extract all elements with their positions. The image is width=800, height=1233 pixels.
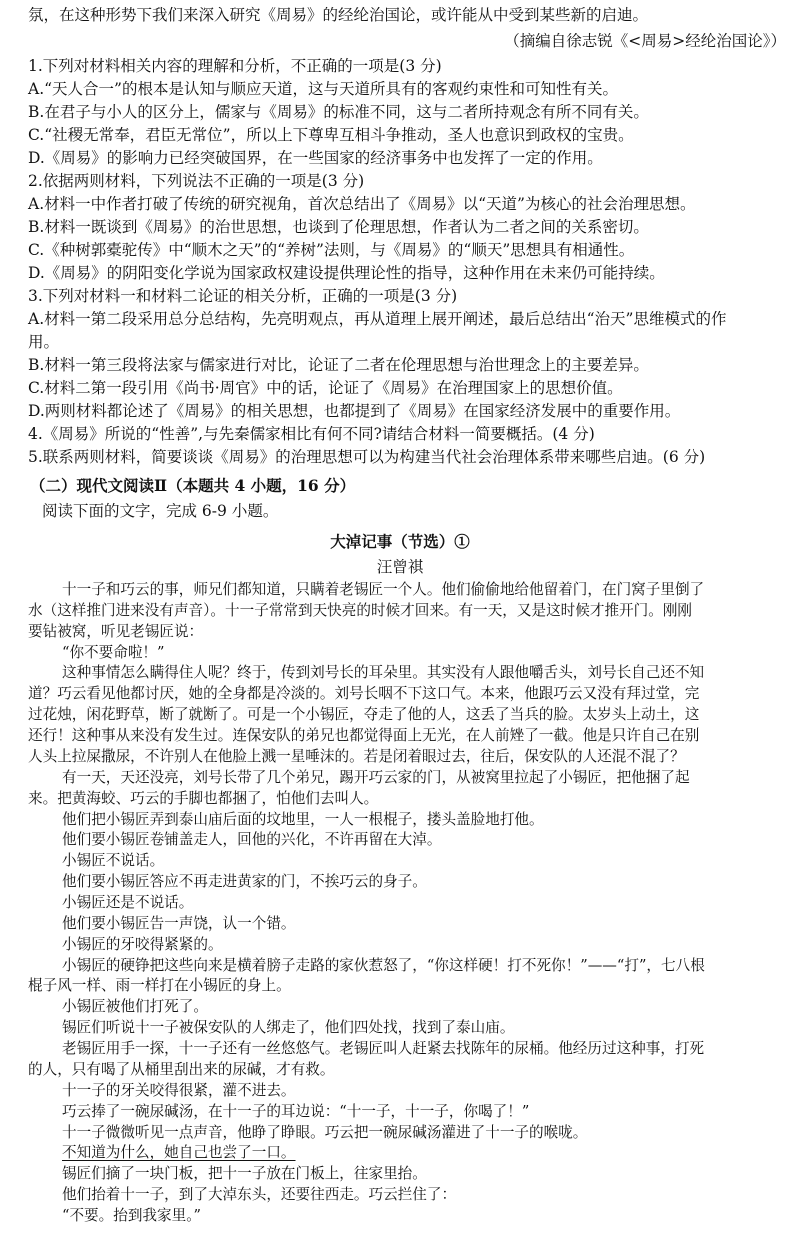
question-line: A.“天人合一”的根本是认知与顺应天道，这与天道所具有的客观约束性和可知性有关。 (28, 80, 618, 98)
story-author: 汪曾祺 (376, 558, 424, 576)
story-line: 老锡匠用手一探，十一子还有一丝悠悠气。老锡匠叫人赶紧去找陈年的尿桶。他经历过这种事，打死 (62, 1040, 705, 1057)
story-line: 过花烛，闲花野草，断了就断了。可是一个小锡匠，夺走了他的人，这丢了当兵的脸。太岁头上动土，这 (28, 706, 700, 723)
story-line: 道？巧云看见他都讨厌，她的全身都是冷淡的。刘号长咽不下这口气。本来，他跟巧云又没有拜过堂，完 (28, 685, 700, 702)
story-line: 要钻被窝，听见老锡匠说： (28, 623, 204, 640)
question-line: D.《周易》的影响力已经突破国界，在一些国家的经济事务中也发挥了一定的作用。 (28, 149, 603, 167)
section-instruction: 阅读下面的文字，完成 6-9 小题。 (42, 502, 279, 520)
story-line-underlined: 不知道为什么，她自己也尝了一口。 (62, 1144, 296, 1161)
question-line: A.材料一中作者打破了传统的研究视角，首次总结出了《周易》以“天道”为核心的社会治理思想。 (28, 195, 696, 213)
story-line: 他们要小锡匠卷铺盖走人，回他的兴化，不许再留在大淖。 (62, 831, 442, 848)
question-line: B.在君子与小人的区分上，儒家与《周易》的标准不同，这与二者所持观念有所不同有关。 (28, 103, 649, 121)
question-line: 2.依据两则材料，下列说法不正确的一项是(3 分) (28, 172, 365, 190)
story-line: 这种事情怎么瞒得住人呢？终于，传到刘号长的耳朵里。其实没有人跟他嚼舌头，刘号长自己还不知 (62, 664, 705, 681)
question-line: 5.联系两则材料，简要谈谈《周易》的治理思想可以为构建当代社会治理体系带来哪些启迪。(6 分) (28, 448, 706, 466)
story-line: 水（这样推门进来没有声音）。十一子常常到天快亮的时候才回来。有一天，又是这时候才推开门。刚刚 (28, 602, 693, 619)
question-line: D.《周易》的阴阳变化学说为国家政权建设提供理论性的指导，这种作用在未来仍可能持续。 (28, 264, 665, 282)
story-line: 来。把黄海蛟、巧云的手脚也都捆了，怕他们去叫人。 (28, 790, 379, 807)
section-heading: （二）现代文阅读Ⅱ（本题共 4 小题，16 分） (30, 476, 356, 495)
story-line: 还行！这种事从来没有发生过。连保安队的弟兄也都觉得面上无光，在人前矬了一截。他是只许自己在别 (28, 727, 700, 744)
story-line: 锡匠们听说十一子被保安队的人绑走了，他们四处找，找到了泰山庙。 (62, 1019, 515, 1036)
question-line: 1.下列对材料相关内容的理解和分析，不正确的一项是(3 分) (28, 57, 442, 75)
story-line: “你不要命啦！” (62, 644, 165, 661)
story-line: 小锡匠不说话。 (62, 852, 165, 869)
story-line: 他们抬着十一子，到了大淖东头，还要往西走。巧云拦住了： (62, 1186, 457, 1203)
story-line: 的人，只有喝了从桶里刮出来的尿碱，才有救。 (28, 1061, 335, 1078)
story-line: 小锡匠还是不说话。 (62, 894, 194, 911)
material-citation: （摘编自徐志锐《<周易>经纶治国论》） (504, 32, 786, 50)
question-line: A.材料一第二段采用总分总结构，先亮明观点，再从道理上展开阐述，最后总结出“治天”思维模式的作 (28, 310, 727, 328)
question-line: 用。 (28, 333, 60, 351)
question-line: D.两则材料都论述了《周易》的相关思想，也都提到了《周易》在国家经济发展中的重要作用。 (28, 402, 681, 420)
story-line: 锡匠们摘了一块门板，把十一子放在门板上，往家里抬。 (62, 1165, 427, 1182)
story-line: 小锡匠的硬铮把这些向来是横着膀子走路的家伙惹怒了，“你这样硬！打不死你！”——“打”，七八根 (62, 957, 705, 974)
story-line: 小锡匠被他们打死了。 (62, 998, 208, 1015)
question-line: 3.下列对材料一和材料二论证的相关分析，正确的一项是(3 分) (28, 287, 458, 305)
story-line: 巧云捧了一碗尿碱汤，在十一子的耳边说：“十一子，十一子，你喝了！” (62, 1103, 530, 1120)
story-line: 有一天，天还没亮，刘号长带了几个弟兄，踢开巧云家的门，从被窝里拉起了小锡匠，把他捆了起 (62, 769, 690, 786)
question-line: C.《种树郭橐驼传》中“顺木之天”的“养树”法则，与《周易》的“顺天”思想具有相通性。 (28, 241, 635, 259)
story-line: 人头上拉屎撒尿，不许别人在他脸上溅一星唾沫的。若是闭着眼过去，往后，保安队的人还混不混了？ (28, 748, 685, 765)
story-title: 大淖记事（节选）① (330, 532, 470, 551)
question-line: B.材料一既谈到《周易》的治世思想，也谈到了伦理思想，作者认为二者之间的关系密切。 (28, 218, 649, 236)
question-line: B.材料一第三段将法家与儒家进行对比，论证了二者在伦理思想与治世理念上的主要差异。 (28, 356, 649, 374)
story-line: 小锡匠的牙咬得紧紧的。 (62, 936, 223, 953)
story-line: 棍子风一样、雨一样打在小锡匠的身上。 (28, 977, 291, 994)
question-line: C.材料二第一段引用《尚书·周官》中的话，论证了《周易》在治理国家上的思想价值。 (28, 379, 623, 397)
story-line: “不要。抬到我家里。” (62, 1207, 201, 1224)
question-line: C.“社稷无常奉，君臣无常位”，所以上下尊卑互相斗争推动，圣人也意识到政权的宝贵。 (28, 126, 634, 144)
story-line: 他们要小锡匠告一声饶，认一个错。 (62, 915, 296, 932)
story-line: 他们把小锡匠弄到泰山庙后面的坟地里，一人一根棍子，搂头盖脸地打他。 (62, 811, 544, 828)
story-line: 十一子的牙关咬得很紧，灌不进去。 (62, 1082, 296, 1099)
material-tail-line: 氛，在这种形势下我们来深入研究《周易》的经纶治国论，或许能从中受到某些新的启迪。 (28, 6, 649, 24)
question-line: 4.《周易》所说的“性善”,与先秦儒家相比有何不同?请结合材料一简要概括。(4 分) (28, 425, 595, 443)
story-line: 他们要小锡匠答应不再走进黄家的门，不挨巧云的身子。 (62, 873, 427, 890)
story-line: 十一子微微听见一点声音，他睁了睁眼。巧云把一碗尿碱汤灌进了十一子的喉咙。 (62, 1124, 588, 1141)
story-line: 十一子和巧云的事，师兄们都知道，只瞒着老锡匠一个人。他们偷偷地给他留着门，在门窝子里倒了 (62, 581, 705, 598)
